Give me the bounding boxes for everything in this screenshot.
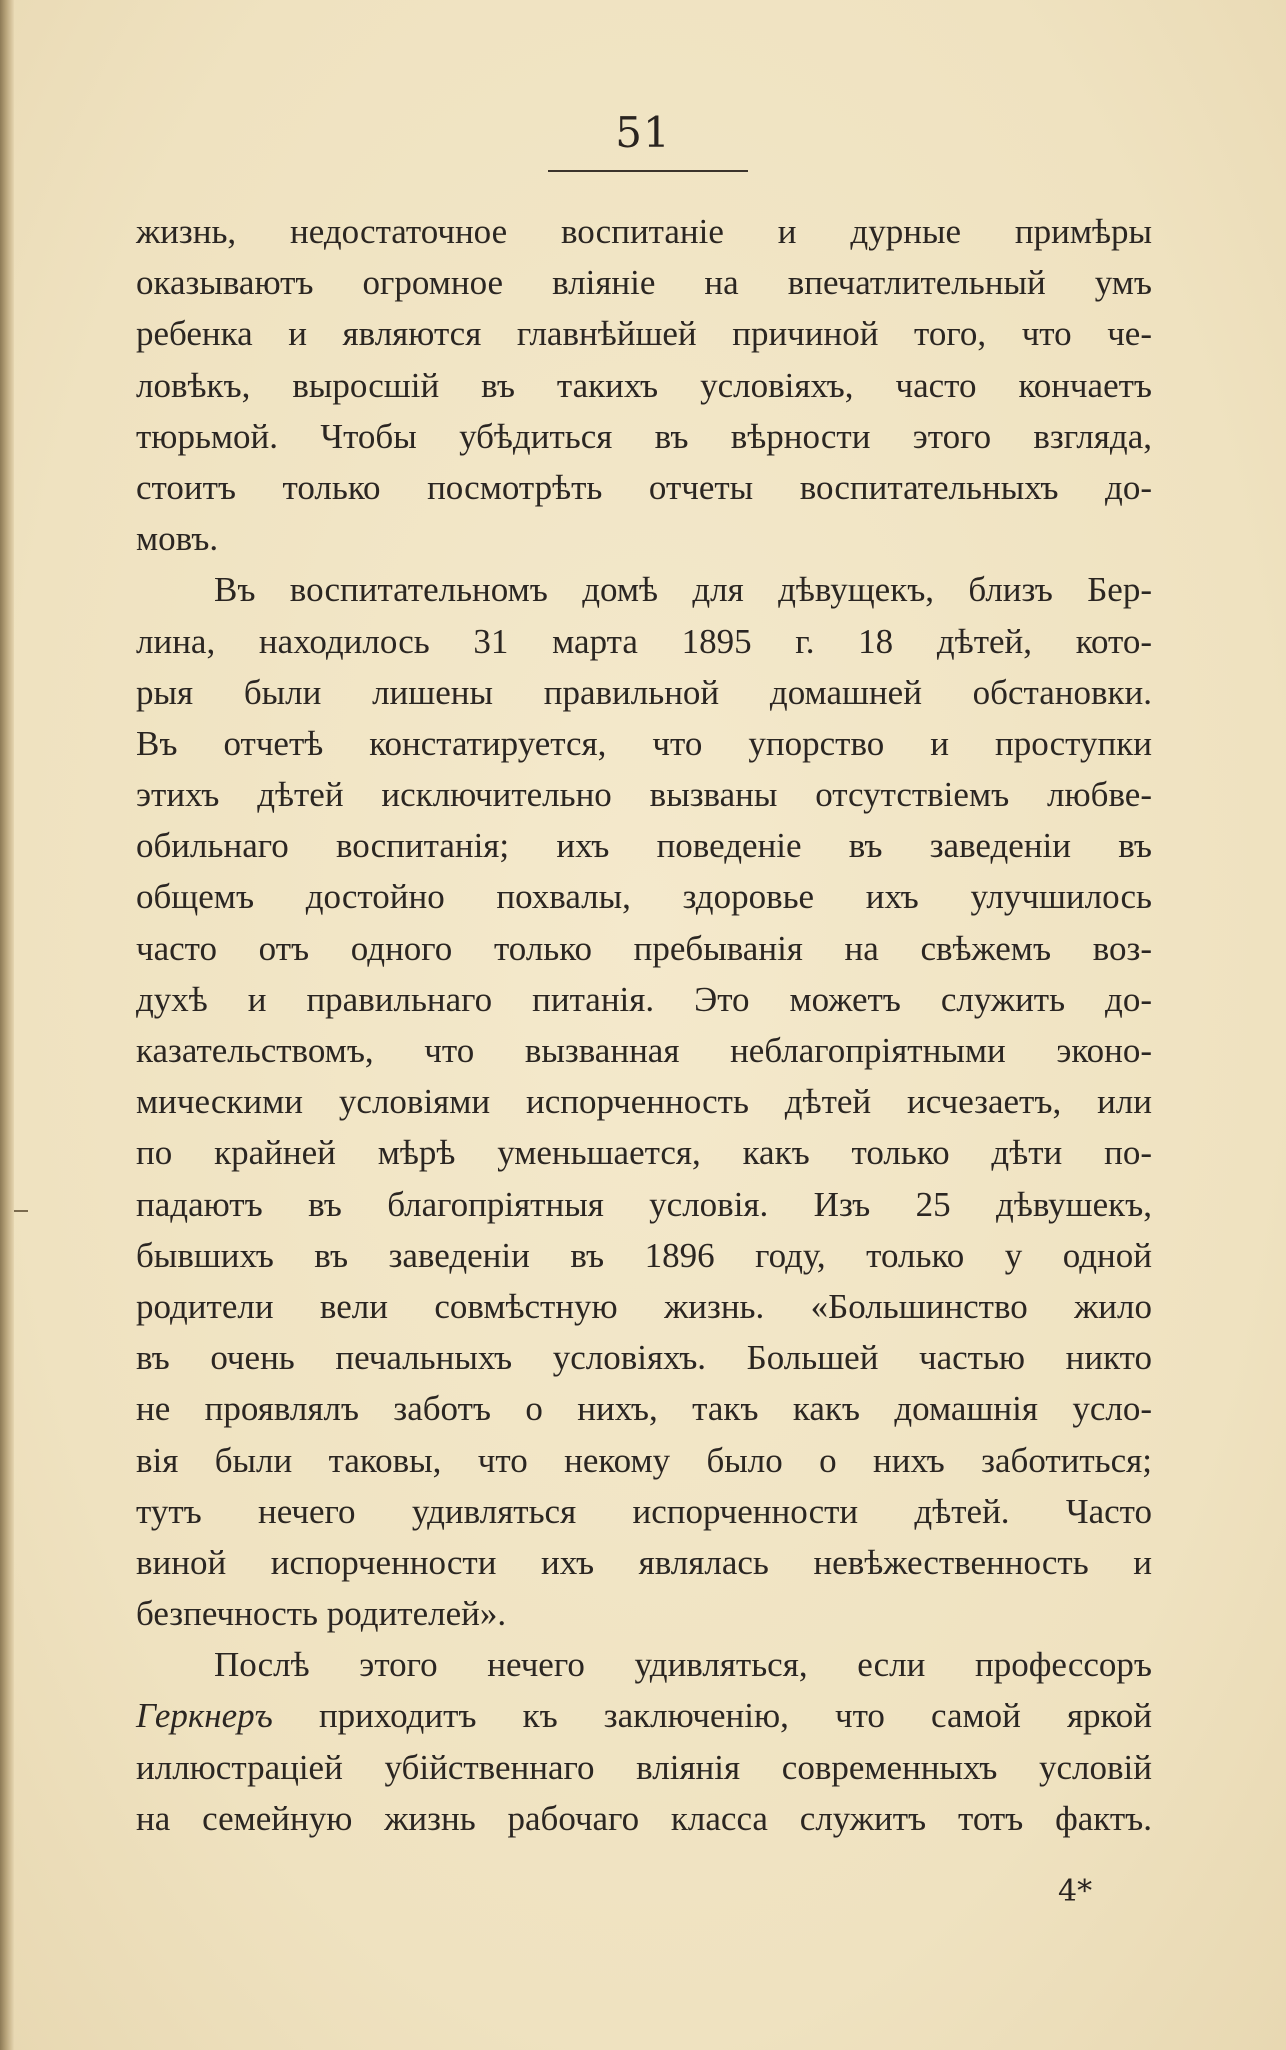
text-line: мическими условіями испорченность дѣтей исчезаетъ, или	[136, 1082, 1152, 1122]
text-line: казательствомъ, что вызванная неблагопріятными эконо-	[136, 1031, 1152, 1070]
text-line	[136, 1690, 1152, 1741]
text-line: тутъ нечего удивляться испорченности дѣтей. Часто	[136, 1491, 1152, 1531]
margin-mark	[14, 1210, 28, 1212]
text-line: иллюстраціей убійственнаго вліянія современныхъ условій	[136, 1747, 1152, 1787]
text-line: виной испорченности ихъ являлась невѣжественность и	[136, 1542, 1152, 1582]
italic-name: Геркнеръ	[136, 1696, 273, 1736]
text-line: мовъ.	[136, 519, 219, 559]
text-line: лина, находилось 31 марта 1895 г. 18 дѣтей, кото-	[136, 621, 1152, 661]
text-line: жизнь, недостаточное воспитаніе и дурные примѣры	[136, 212, 1152, 251]
text-line: рыя были лишены правильной домашней обстановки.	[136, 672, 1152, 712]
text-line: Въ воспитательномъ домѣ для дѣвущекъ, близъ Бер-	[214, 570, 1152, 610]
text-line: Въ отчетѣ констатируется, что упорство и проступки	[136, 723, 1152, 763]
signature-mark: 4*	[1058, 1874, 1093, 1909]
text-line: стоитъ только посмотрѣть отчеты воспитательныхъ до-	[136, 467, 1152, 507]
text-line: на семейную жизнь рабочаго класса служитъ тотъ фактъ.	[136, 1798, 1152, 1838]
text-line: часто отъ одного только пребыванія на свѣжемъ воз-	[136, 928, 1152, 968]
text-line: оказываютъ огромное вліяніе на впечатлительный умъ	[136, 263, 1152, 303]
text-line: въ очень печальныхъ условіяхъ. Большей частью никто	[136, 1338, 1152, 1378]
page-number: 51	[615, 108, 671, 157]
text-line: духѣ и правильнаго питанія. Это можетъ служить до-	[136, 979, 1152, 1019]
text-line: общемъ достойно похвалы, здоровье ихъ улучшилось	[136, 877, 1152, 917]
text-line: падаютъ въ благопріятныя условія. Изъ 25 дѣвушекъ,	[136, 1184, 1152, 1224]
text-line: этихъ дѣтей исключительно вызваны отсутствіемъ любве-	[136, 775, 1152, 815]
text-line: Послѣ этого нечего удивляться, если профессоръ	[214, 1645, 1152, 1685]
text-line: по крайней мѣрѣ уменьшается, какъ только дѣти по-	[136, 1133, 1152, 1173]
text-line: обильнаго воспитанія; ихъ поведеніе въ заведеніи въ	[136, 826, 1152, 866]
text-line: ребенка и являются главнѣйшей причиной того, что че-	[136, 314, 1152, 354]
text-line: бывшихъ въ заведеніи въ 1896 году, только у одной	[136, 1235, 1152, 1275]
text-line: не проявлялъ заботъ о нихъ, такъ какъ домашнія усло-	[136, 1389, 1152, 1429]
header-rule	[548, 170, 748, 172]
text-line-rest: приходитъ къ заключенію, что самой яркой	[318, 1696, 1153, 1736]
page-binding-edge	[0, 0, 14, 2050]
text-line: безпечность родителей».	[136, 1594, 507, 1634]
text-line: ловѣкъ, выросшій въ такихъ условіяхъ, часто кончаетъ	[136, 365, 1152, 405]
text-line: родители вели совмѣстную жизнь. «Большинство жило	[136, 1286, 1152, 1326]
text-line: вія были таковы, что некому было о нихъ заботиться;	[136, 1440, 1152, 1480]
text-line: тюрьмой. Чтобы убѣдиться въ вѣрности этого взгляда,	[136, 416, 1152, 456]
body-text	[136, 206, 1152, 1844]
